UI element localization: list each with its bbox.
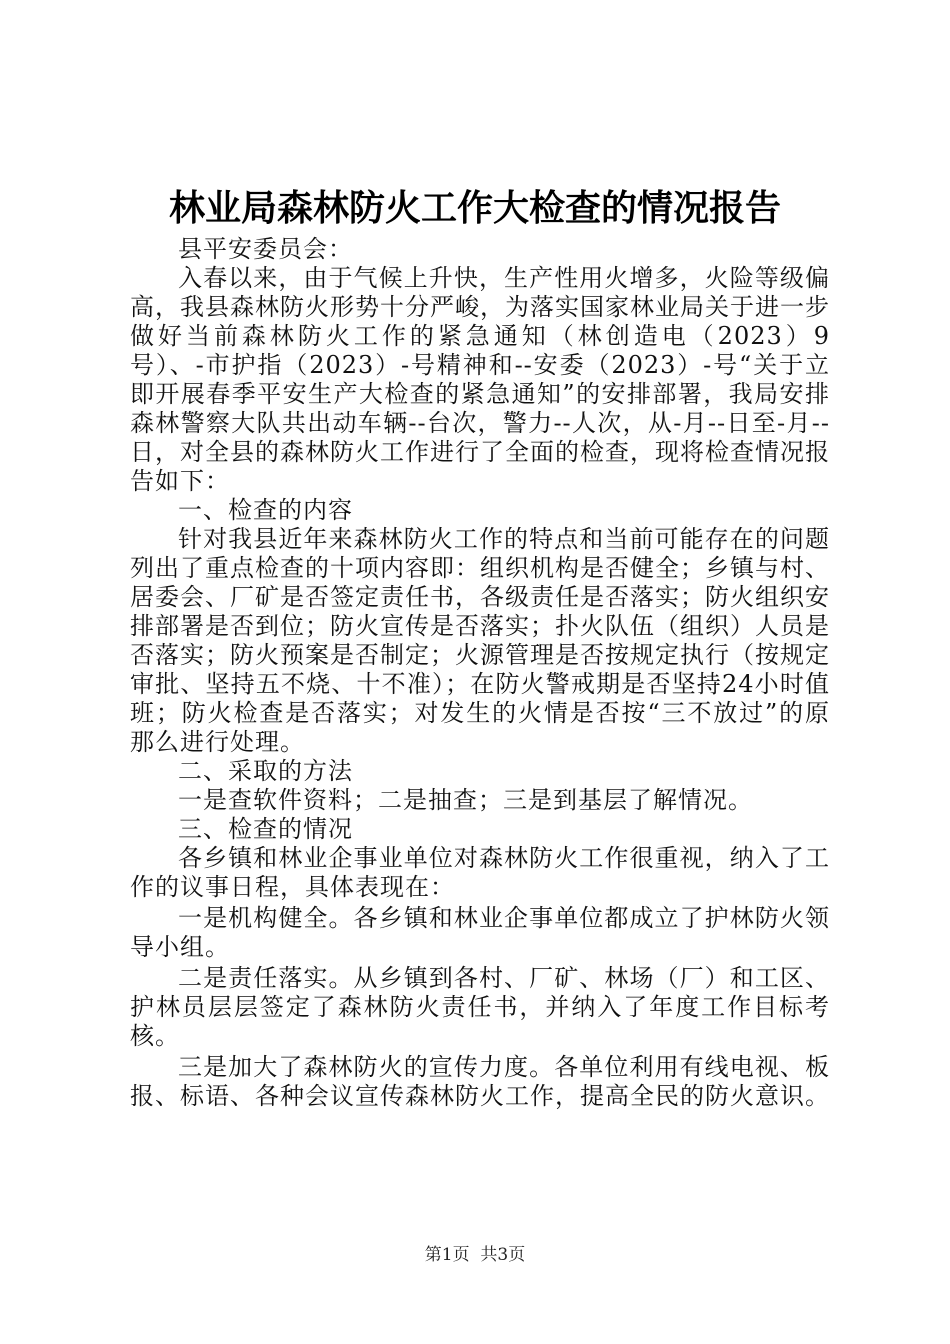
document-body [130,235,830,1111]
point-three-paragraph: 三是加大了森林防火的宣传力度。各单位利用有线电视、板报、标语、各种会议宣传森林防火工作，提高全民的防火意识。 [130,1053,830,1110]
section-heading-inspection-situation: 三、检查的情况 [178,815,353,843]
document-title: 林业局森林防火工作大检查的情况报告 [168,188,781,229]
situation-paragraph: 各乡镇和林业企事业单位对森林防火工作很重视，纳入了工作的议事日程，具体表现在： [130,844,830,901]
salutation: 县平安委员会： [178,235,353,263]
section-heading-inspection-content: 一、检查的内容 [178,496,353,524]
page-footer [0,1244,950,1266]
point-one-paragraph: 一是机构健全。各乡镇和林业企事单位都成立了护林防火领导小组。 [130,904,830,961]
section-heading-methods: 二、采取的方法 [178,757,353,785]
inspection-content-paragraph: 针对我县近年来森林防火工作的特点和当前可能存在的问题列出了重点检查的十项内容即：组织机构是否健全；乡镇与村、居委会、厂矿是否签定责任书，各级责任是否落实；防火组织安排部署是否到位；防火宣传是否落实；扑火队伍（组织）人员是否落实；防火预案是否制定；火源管理是否按规定执行（按规定审批、坚持五不烧、十不准）；在防火警戒期是否坚持24小时值班；防火检查是否落实；对发生的火情是否按“三不放过”的原那么进行处理。 [130,525,830,756]
page-number-label: 第1页 共3页 [424,1245,526,1265]
point-two-paragraph: 二是责任落实。从乡镇到各村、厂矿、林场（厂）和工区、护林员层层签定了森林防火责任书，并纳入了年度工作目标考核。 [130,964,830,1050]
intro-paragraph: 入春以来，由于气候上升快，生产性用火增多，火险等级偏高，我县森林防火形势十分严峻，为落实国家林业局关于进一步做好当前森林防火工作的紧急通知（林创造电（2023）9号）、-市护指（2023）-号精神和--安委（2023）-号“关于立即开展春季平安生产大检查的紧急通知”的安排部署，我局安排森林警察大队共出动车辆--台次，警力--人次，从-月--日至-月--日，对全县的森林防火工作进行了全面的检查，现将检查情况报告如下： [130,264,830,495]
methods-paragraph: 一是查软件资料；二是抽查；三是到基层了解情况。 [178,786,753,814]
